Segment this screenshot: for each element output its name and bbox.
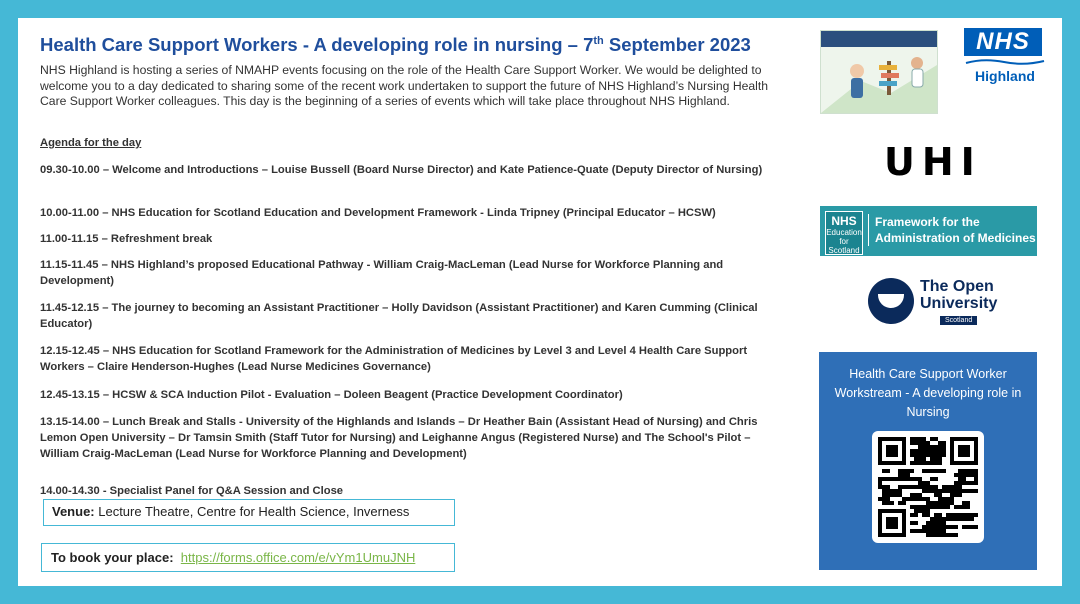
workstream-panel [819,352,1037,570]
agenda-item: 14.00-14.30 - Specialist Panel for Q&A Session and Close [40,485,344,497]
venue-label: Venue: [52,504,95,519]
framework-thumbnail [820,30,938,114]
framework-line: Administration of Medicines [875,231,1036,245]
event-poster [18,18,1062,586]
nes-logo [825,211,863,255]
agenda-item: 12.45-13.15 – HCSW & SCA Induction Pilot - Evaluation – Doleen Beagent (Practice Development Coordinator) [40,389,623,401]
framework-thumbnail-image [821,31,937,113]
nes-logo-mark: NHS [831,214,857,228]
workstream-title: Health Care Support Worker Workstream - A developing role in Nursing [834,367,1022,419]
open-university-name [920,278,997,312]
page-title [40,34,800,56]
venue-box [43,499,455,526]
qr-code[interactable] [872,431,984,543]
agenda-item: 09.30-10.00 – Welcome and Introductions – Louise Bussell (Board Nurse Director) and Kate Patience-Quate (Deputy Director of Nursing) [40,164,763,176]
framework-line: Framework for the [875,215,980,229]
open-university-emblem [868,278,914,324]
agenda-item: 10.00-11.00 – NHS Education for Scotland Education and Development Framework - Linda Tripney (Principal Educator – HCSW) [40,207,716,219]
agenda-item: 12.15-12.45 – NHS Education for Scotland Framework for the Administration of Medicines by Level 3 and Level 4 Health Care Support Workers – Claire Henderson-Hughes (Lead Nurse Medicines Governance) [40,345,748,374]
nhs-region: Highland [975,68,1035,84]
booking-link[interactable]: https://forms.office.com/e/vYm1UmuJNH [180,550,416,565]
agenda-item: 13.15-14.00 – Lunch Break and Stalls - University of the Highlands and Islands – Dr Heather Bain (Assistant Head of Nursing) and Chris Lemon Open University – Dr Tamsin Smith (Staff Tutor for Nursing) and Leighanne Angus (Registered Nurse) and The School's Pilot – William Craig-MacLeman (Lead Nurse for Workforce Planning and Development) [40,416,758,461]
agenda-item: 11.15-11.45 – NHS Highland’s proposed Educational Pathway - William Craig-MacLeman (Lead Nurse for Workforce Planning and Development) [40,259,724,288]
agenda-item: 11.45-12.15 – The journey to becoming an Assistant Practitioner – Holly Davidson (Assistant Practitioner) and Karen Cumming (Clinical Educator) [40,302,758,331]
nes-logo-sub: Education for Scotland [826,228,862,255]
agenda-item: 11.00-11.15 – Refreshment break [40,233,213,245]
intro-paragraph: NHS Highland is hosting a series of NMAHP events focusing on the role of the Health Care Support Worker. We would be delighted to welcome you to a day dedicated to sharing some of the recent work undertaken to support the future of NHS Highland’s Nursing Health Care Support Worker colleagues. This day is the beginning of a series of events which will take place throughout NHS Highland. [40,63,769,108]
booking-box [41,543,455,572]
qr-code-icon [878,437,978,537]
ou-line: University [920,295,998,312]
booking-label: To book your place: [51,550,174,565]
nhs-highland-logo [964,28,1046,98]
ou-line: The Open [920,278,994,295]
title-ordinal: th [593,34,604,47]
nhs-logo-mark: NHS [964,28,1042,56]
ou-region: Scotland [940,316,977,325]
title-date: September 2023 [603,34,751,55]
agenda-heading: Agenda for the day [40,137,142,149]
venue-text: Lecture Theatre, Centre for Health Science, Inverness [94,504,410,519]
uhi-logo: UHI [884,140,982,184]
nhs-logo-wave [964,58,1046,66]
title-text: Health Care Support Workers - A developing role in nursing – 7 [40,34,594,55]
framework-title [868,214,1036,246]
open-university-logo [868,276,1003,331]
framework-logo [820,206,1037,256]
